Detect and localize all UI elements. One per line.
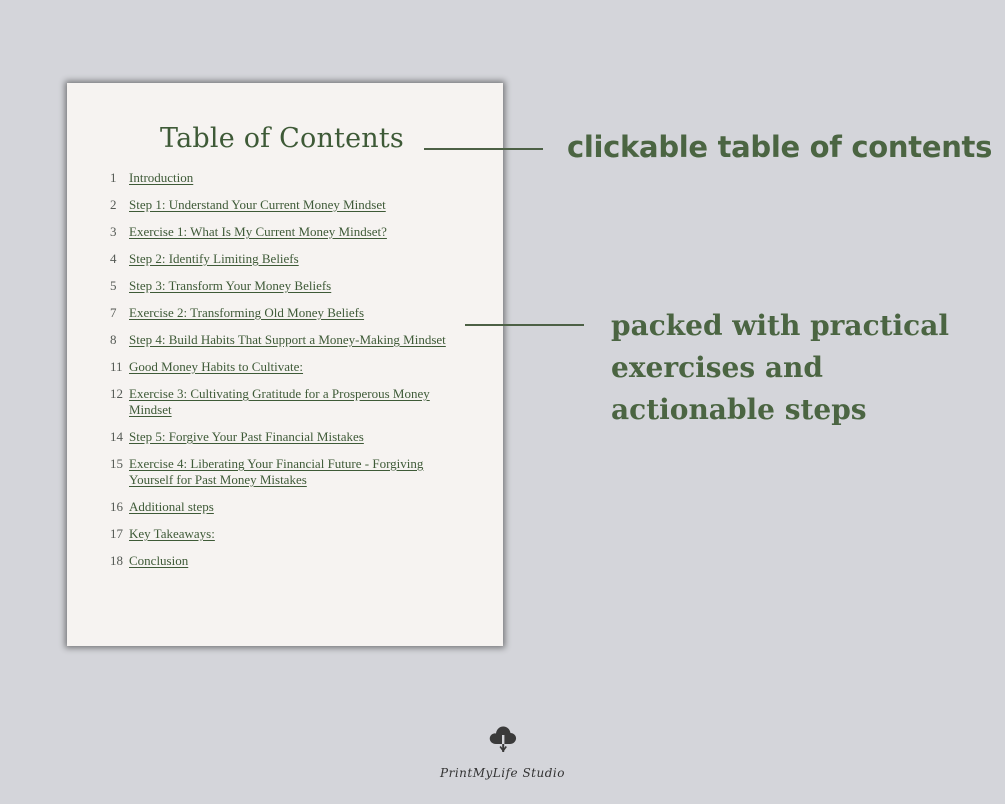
toc-page-number: 18 [110, 553, 123, 568]
toc-entry [110, 305, 470, 321]
toc-link-good-money-habits[interactable]: Good Money Habits to Cultivate: [129, 359, 304, 374]
toc-entry [110, 224, 470, 240]
toc-entry [110, 251, 470, 267]
document-page [67, 83, 503, 646]
callout-practical-exercises: packed with practical exercises and actionable steps [611, 309, 950, 426]
toc-entry [110, 197, 470, 213]
toc-link-key-takeaways[interactable]: Key Takeaways: [129, 526, 215, 541]
toc-link-exercise-3[interactable]: Exercise 3: Cultivating Gratitude for a Prosperous Money Mindset [129, 386, 430, 417]
toc-link-conclusion[interactable]: Conclusion [129, 553, 189, 568]
toc-page-number: 16 [110, 499, 123, 514]
toc-link-step-2[interactable]: Step 2: Identify Limiting Beliefs [129, 251, 299, 266]
toc-entry [110, 456, 470, 488]
toc-link-introduction[interactable]: Introduction [129, 170, 194, 185]
toc-entry [110, 499, 470, 515]
toc-link-exercise-4[interactable]: Exercise 4: Liberating Your Financial Future - Forgiving Yourself for Past Money Mistakes [129, 456, 424, 487]
toc-link-exercise-2[interactable]: Exercise 2: Transforming Old Money Beliefs [129, 305, 365, 320]
toc-entry [110, 359, 470, 375]
toc-link-step-3[interactable]: Step 3: Transform Your Money Beliefs [129, 278, 332, 293]
toc-page-number: 1 [110, 170, 117, 185]
toc-entry [110, 332, 470, 348]
toc-entry [110, 429, 470, 445]
toc-page-number: 5 [110, 278, 117, 293]
toc-page-number: 8 [110, 332, 117, 347]
toc-page-number: 7 [110, 305, 117, 320]
toc-entry [110, 386, 470, 418]
toc-page-number: 17 [110, 526, 123, 541]
toc-entry [110, 170, 470, 186]
brand-name: PrintMyLife Studio [440, 766, 565, 780]
toc-page-number: 11 [110, 359, 123, 374]
toc-list [110, 170, 470, 580]
toc-page-number: 4 [110, 251, 117, 266]
callout-clickable-toc: clickable table of contents [567, 130, 993, 164]
toc-page-number: 12 [110, 386, 123, 401]
toc-link-step-4[interactable]: Step 4: Build Habits That Support a Money-Making Mindset [129, 332, 446, 347]
toc-link-step-1[interactable]: Step 1: Understand Your Current Money Mindset [129, 197, 386, 212]
cloud-download-icon [488, 722, 518, 754]
toc-entry [110, 278, 470, 294]
toc-page-number: 2 [110, 197, 117, 212]
toc-page-number: 3 [110, 224, 117, 239]
callout-connector-line [465, 324, 584, 326]
toc-link-exercise-1[interactable]: Exercise 1: What Is My Current Money Mindset? [129, 224, 387, 239]
toc-page-number: 15 [110, 456, 123, 471]
toc-link-step-5[interactable]: Step 5: Forgive Your Past Financial Mistakes [129, 429, 364, 444]
toc-title: Table of Contents [160, 123, 404, 154]
callout-connector-line [424, 148, 543, 150]
brand-logo [0, 722, 1005, 780]
toc-page-number: 14 [110, 429, 123, 444]
toc-entry [110, 526, 470, 542]
toc-link-additional-steps[interactable]: Additional steps [129, 499, 214, 514]
toc-entry [110, 553, 470, 569]
